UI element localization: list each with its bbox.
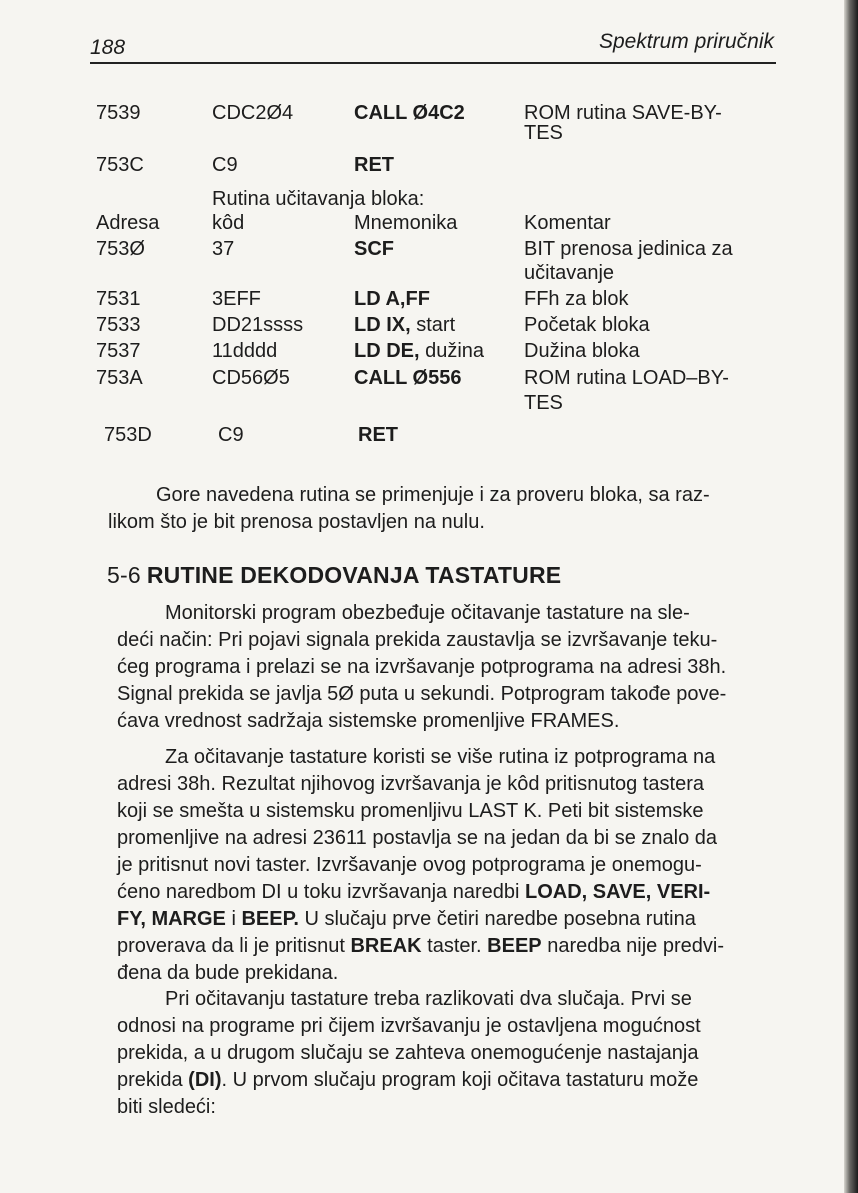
mnemonic-cell: RET <box>358 424 398 446</box>
comment-cell: učitavanje <box>524 262 615 284</box>
text-line: đena da bude prekidana. <box>117 962 339 984</box>
text-line: promenljive na adresi 23611 postavlja se na jedan da bi se znalo da <box>117 827 718 849</box>
mnemonic-operand: dužina <box>419 340 485 362</box>
text-line: prekida, a u drugom slučaju se zahteva onemogućenje nastajanja <box>117 1042 699 1064</box>
text-line: je pritisnut novi taster. Izvršavanje ovog potprograma je onemogu- <box>117 854 702 876</box>
header-rule <box>90 62 776 64</box>
text-line <box>117 1067 792 1094</box>
text-line: likom što je bit prenosa postavljen na nulu. <box>108 511 485 533</box>
text-line: biti sledeći: <box>117 1096 216 1118</box>
text-run: U slučaju prve četiri naredbe posebna rutina <box>298 908 696 930</box>
code-cell: C9 <box>218 424 244 446</box>
address-cell: 7537 <box>96 340 141 362</box>
text-line: Gore navedena rutina se primenjuje i za proveru bloka, sa raz- <box>156 484 710 506</box>
text-line: odnosi na programe pri čijem izvršavanju je ostavljena mogućnost <box>117 1015 701 1037</box>
comment-cell: Početak bloka <box>524 314 650 336</box>
address-cell: 753D <box>104 424 152 446</box>
text-line: ćeg programa i prelazi se na izvršavanje potprograma na adresi 38h. <box>117 656 727 678</box>
text-line: ćava vrednost sadržaja sistemske promenljive FRAMES. <box>117 710 620 732</box>
paragraph <box>117 600 792 735</box>
comment-cell: ROM rutina LOAD–BY- <box>524 367 729 389</box>
code-cell: DD21ssss <box>212 314 304 336</box>
mnemonic-cell: CALL Ø556 <box>354 367 462 389</box>
bold-text-run: FY, MARGE <box>117 908 226 930</box>
text-line: Signal prekida se javlja 5Ø puta u sekundi. Potprogram takođe pove- <box>117 683 727 705</box>
mnemonic-keyword: LD DE, <box>354 340 420 362</box>
paragraph <box>117 744 792 987</box>
mnemonic-operand: start <box>410 314 456 336</box>
bold-text-run: LOAD, SAVE, VERI- <box>525 881 711 903</box>
text-line: Pri očitavanju tastature treba razlikovati dva slučaja. Prvi se <box>165 988 692 1010</box>
comment-cell: TES <box>524 122 563 144</box>
mnemonic-cell: SCF <box>354 238 394 260</box>
text-run: naredba nije predvi- <box>541 935 724 957</box>
code-cell: 37 <box>212 238 235 260</box>
section-number: 5-6 <box>107 562 141 588</box>
code-cell: CD56Ø5 <box>212 367 290 389</box>
text-line <box>117 879 792 906</box>
column-header-mnemonic: Mnemonika <box>354 212 458 234</box>
mnemonic-cell: CALL Ø4C2 <box>354 102 465 124</box>
code-cell: 3EFF <box>212 288 261 310</box>
text-run: ćeno naredbom DI u toku izvršavanja naredbi <box>117 881 526 903</box>
paragraph <box>117 986 792 1121</box>
mnemonic-keyword: LD IX, <box>354 314 411 336</box>
mnemonic-cell: RET <box>354 154 394 176</box>
bold-text-run: BEEP. <box>241 908 299 930</box>
column-header-comment: Komentar <box>524 212 611 234</box>
text-line: koji se smešta u sistemsku promenljivu LAST K. Peti bit sistemske <box>117 800 704 822</box>
bold-text-run: BEEP <box>487 935 542 957</box>
page-number: 188 <box>90 36 126 59</box>
column-header-code: kôd <box>212 212 245 234</box>
bold-text-run: BREAK <box>350 935 422 957</box>
comment-cell: BIT prenosa jedinica za <box>524 238 733 260</box>
address-cell: 7539 <box>96 102 141 124</box>
comment-cell: FFh za blok <box>524 288 629 310</box>
text-line: Za očitavanje tastature koristi se više rutina iz potprograma na <box>165 746 716 768</box>
text-line: deći način: Pri pojavi signala prekida zaustavlja se izvršavanje teku- <box>117 629 718 651</box>
mnemonic-cell: LD A,FF <box>354 288 430 310</box>
mnemonic-cell <box>354 312 455 339</box>
text-run: . U prvom slučaju program koji očitava tastaturu može <box>221 1069 699 1091</box>
comment-cell: ROM rutina SAVE-BY- <box>524 102 722 124</box>
text-line <box>117 933 792 960</box>
address-cell: 7533 <box>96 314 141 336</box>
code-cell: CDC2Ø4 <box>212 102 294 124</box>
comment-cell: TES <box>524 392 563 414</box>
bold-text-run: (DI) <box>188 1069 222 1091</box>
running-header: Spektrum priručnik <box>598 30 774 53</box>
section-heading <box>107 562 561 589</box>
section-title: RUTINE DEKODOVANJA TASTATURE <box>146 562 562 588</box>
scan-edge-shadow <box>844 0 858 1193</box>
text-line: Monitorski program obezbeđuje očitavanje tastature na sle- <box>165 602 690 624</box>
intro-paragraph <box>108 482 783 536</box>
comment-cell: Dužina bloka <box>524 340 640 362</box>
block-title: Rutina učitavanja bloka: <box>212 188 425 210</box>
address-cell: 7531 <box>96 288 141 310</box>
code-cell: 11dddd <box>212 340 278 362</box>
text-line <box>117 906 792 933</box>
text-run: prekida <box>117 1069 189 1091</box>
text-run: i <box>225 908 242 930</box>
address-cell: 753A <box>96 367 143 389</box>
text-line: adresi 38h. Rezultat njihovog izvršavanja je kôd pritisnutog tastera <box>117 773 704 795</box>
column-header-address: Adresa <box>96 212 160 234</box>
mnemonic-cell <box>354 338 484 365</box>
address-cell: 753Ø <box>96 238 145 260</box>
text-run: taster. <box>421 935 488 957</box>
text-run: proverava da li je pritisnut <box>117 935 351 957</box>
code-cell: C9 <box>212 154 238 176</box>
address-cell: 753C <box>96 154 144 176</box>
